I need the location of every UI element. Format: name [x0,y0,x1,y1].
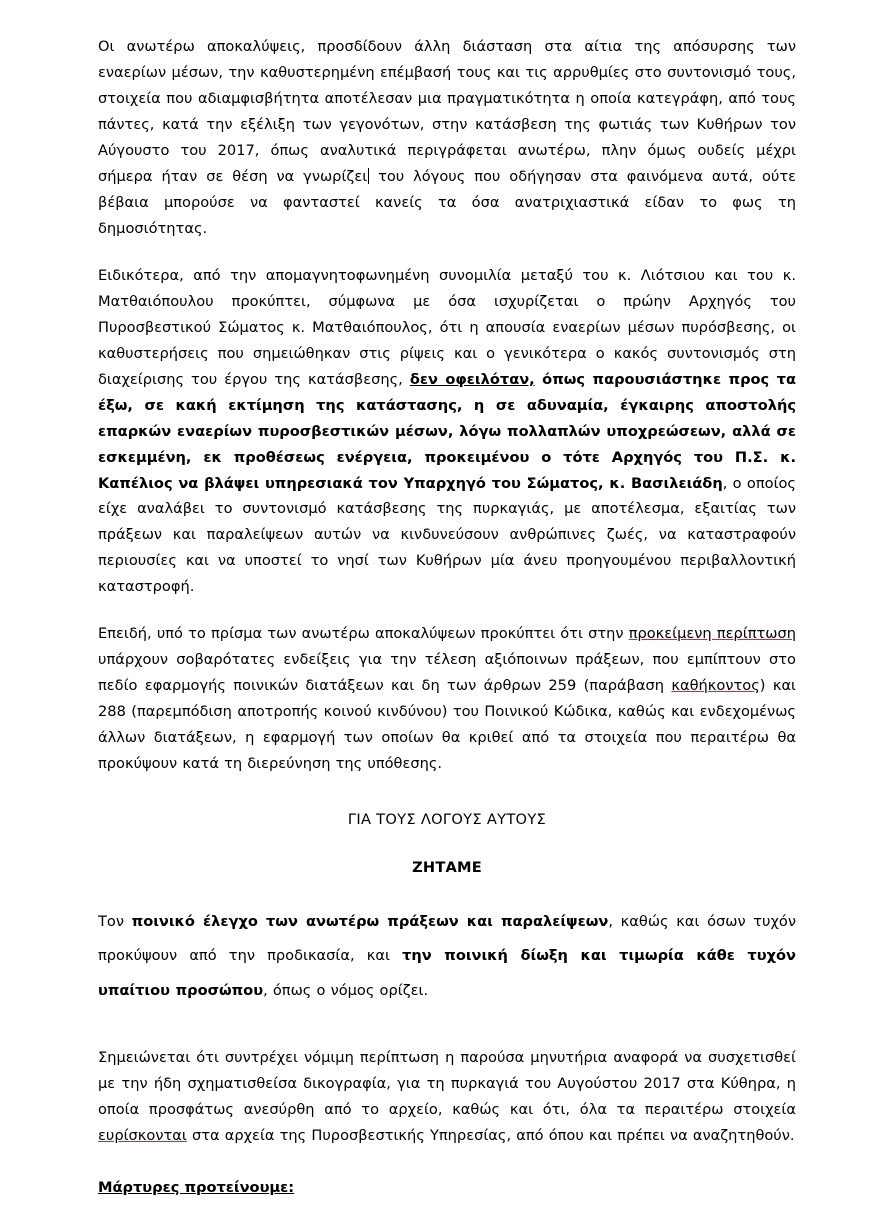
paragraph-text: Οι ανωτέρω αποκαλύψεις, προσδίδουν άλλη διάσταση στα αίτια της απόσυρσης των εναερίων μέσων, την καθυστερημένη επέμβασή τους και τις αρρυθμίες στο συντονισμό τους, στοιχεία που αδιαμφισβήτητα αποτέλεσαν μια πραγματικότητα η οποία κατεγράφη, από τους πάντες, κατά την εξέλιξη των γεγονότων, στην κατάσβεση της φωτιάς των Κυθήρων τον Αύγουστο του 2017, όπως αναλυτικά περιγράφεται ανωτέρω, πλην όμως ουδείς μέχρι σήμερα ήταν σε θέση να γνωρίζει [98,38,796,185]
run-normal-2: υπάρχουν σοβαρότατες ενδείξεις για την τέλεση αξιόποινων πράξεων, που εμπίπτουν στο πεδίο εφαρμογής ποινικών διατάξεων και δη των άρθρων 259 (παράβαση [98,651,796,695]
paragraph-note [98,1045,796,1149]
witnesses-label [98,1175,796,1201]
run-normal: Τον [98,913,132,931]
run-spellcheck-1: προκείμενη περίπτωση [628,625,797,643]
heading-we-request: ΖΗΤΑΜΕ [412,859,482,877]
run-normal-2: στα αρχεία της Πυροσβεστικής Υπηρεσίας, από όπου και πρέπει να αναζητηθούν. [186,1126,795,1144]
run-spellcheck-2: καθήκοντος [671,677,760,695]
run-normal: Επειδή, υπό το πρίσμα των ανωτέρω αποκαλύψεων προκύπτει ότι στην [98,625,629,643]
paragraph-text-cont: του λόγους που οδήγησαν στα φαινόμενα αυτά, ούτε βέβαια μπορούσε να φανταστεί κανείς τα όσα ανατριχιαστικά είδαν το φως τη δημοσιότητας. [98,167,796,237]
run-bold: όπως παρουσιάστηκε προς τα έξω, σε κακή εκτίμηση της κατάστασης, η σε αδυναμία, έγκαιρης αποστολής επαρκών εναερίων πυροσβεστικών μέσων, λόγω πολλαπλών υποχρεώσεων, αλλά σε εσκεμμένη, εκ προθέσεως ενέργεια, προκειμένου ο τότε Αρχηγός του Π.Σ. κ. Καπέλιος να βλάψει υπηρεσιακά τον Υπαρχηγό του Σώματος, κ. Βασιλειάδη [98,370,796,492]
paragraph-legal-basis [98,621,796,777]
paragraph-revelations [98,34,796,242]
run-normal-2: , καθώς και όσων τυχόν προκύψουν από την προδικασία, και [98,913,797,965]
run-bold-1: ποινικό έλεγχο των ανωτέρω πράξεων και παραλείψεων [131,913,609,931]
run-normal: Σημειώνεται ότι συντρέχει νόμιμη περίπτωση η παρούσα μηνυτήρια αναφορά να συσχετισθεί με την ήδη σχηματισθείσα δικογραφία, για τη πυρκαγιά του Αυγούστου 2017 στα Κύθηρα, η οποία προσφάτως ανεσύρθη από το αρχείο, καθώς και ότι, όλα τα περαιτέρω στοιχεία [98,1048,796,1118]
run-bold-underline: δεν οφειλόταν, [409,370,535,388]
run-normal-3: ) και 288 (παρεμπόδιση αποτροπής κοινού κινδύνου) του Ποινικού Κώδικα, καθώς και ενδεχομένως άλλων διατάξεων, η εφαρμογή των οποίων θα κριθεί από τα στοιχεία που περαιτέρω θα προκύψουν κατά τη διερεύνηση της υπόθεσης. [98,677,796,773]
run-spellcheck-3: ευρίσκονται [98,1126,187,1144]
run-normal-tail: , ο οποίος είχε αναλάβει το συντονισμό κατάσβεσης της πυρκαγιάς, με αποτέλεσμα, εξαιτίας των πράξεων και παραλείψεων αυτών να κινδυνεύσουν ανθρώπινες ζωές, να καταστραφούν περιουσίες και να υποστεί το νησί των Κυθήρων μία άνευ προηγουμένου περιβαλλοντική καταστροφή. [98,474,796,596]
run-normal-3: , όπως ο νόμος ορίζει. [263,981,429,999]
paragraph-details [98,263,796,601]
spacer [98,1029,796,1045]
heading-for-these-reasons: ΓΙΑ ΤΟΥΣ ΛΟΓΟΥΣ ΑΥΤΟΥΣ [347,811,547,829]
witnesses-label-text: Μάρτυρες προτείνουμε: [98,1178,295,1196]
run-bold-2: την ποινική δίωξη και τιμωρία κάθε τυχόν υπαίτιου προσώπου [98,947,796,999]
run-normal: Ειδικότερα, από την απομαγνητοφωνημένη συνομιλία μεταξύ του κ. Λιότσιου και του κ. Ματθαιόπουλου προκύπτει, σύμφωνα με όσα ισχυρίζεται ο πρώην Αρχηγός του Πυροσβεστικού Σώματος κ. Ματθαιόπουλος, ότι η απουσία εναερίων μέσων πυρόσβεσης, οι καθυστερήσεις που σημειώθηκαν στις ρίψεις και ο γενικότερα ο κακός συντονισμός στη διαχείρισης του έργου της κατάσβεσης, [98,266,796,388]
paragraph-request [98,905,796,1008]
